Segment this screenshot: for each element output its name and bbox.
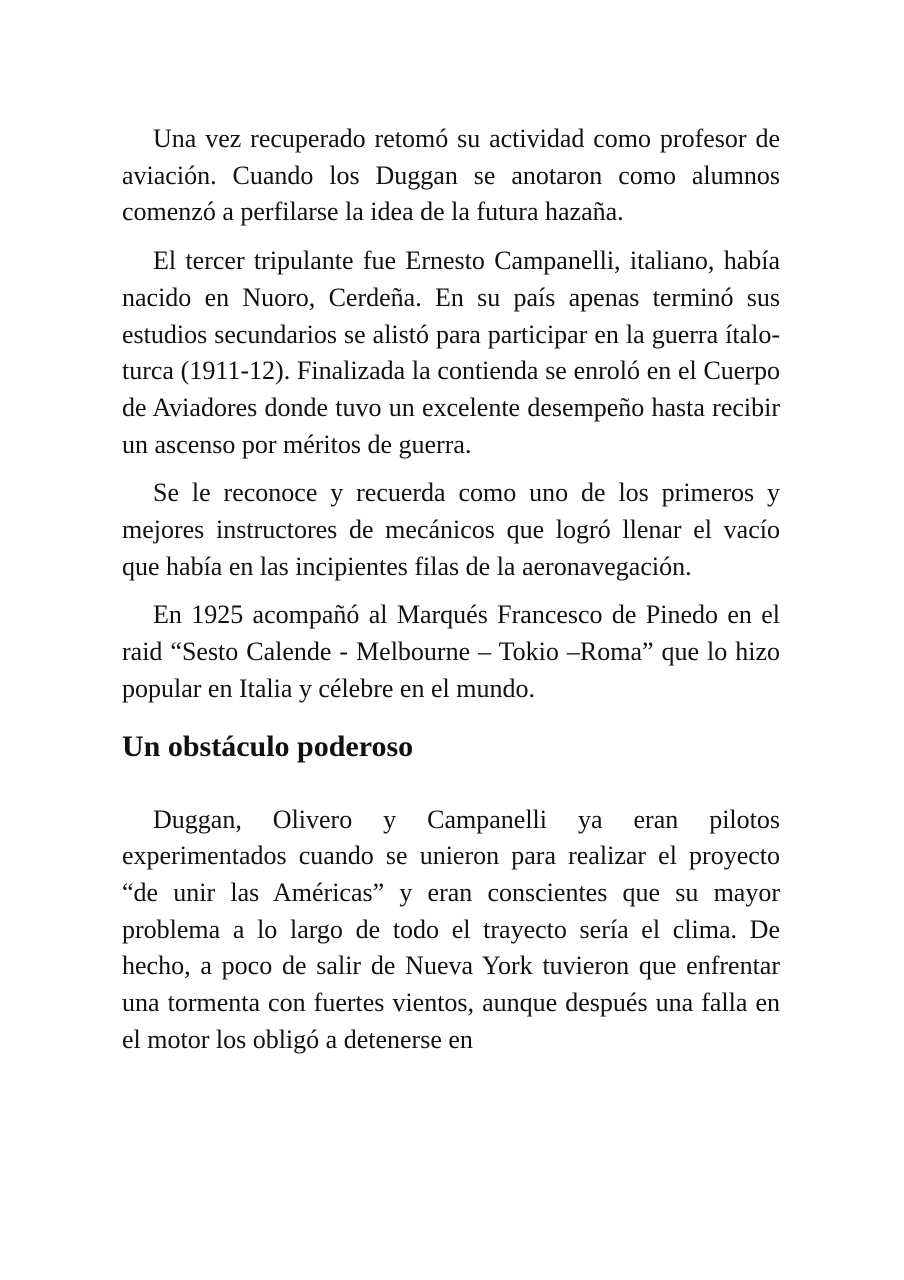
- paragraph-campanelli: El tercer tripulante fue Ernesto Campanelli, italiano, había nacido en Nuoro, Cerdeña. En su país apenas terminó sus estudios secundarios se alistó para participar en la guerra ítalo-turca (1911-12). Finalizada la contienda se enroló en el Cuerpo de Aviadores donde tuvo un excelente desempeño hasta recibir un ascenso por méritos de guerra.: [122, 246, 780, 459]
- section-heading: Un obstáculo poderoso: [122, 729, 414, 763]
- paragraph-recovery: Una vez recuperado retomó su actividad como profesor de aviación. Cuando los Duggan se anotaron como alumnos comenzó a perfilarse la idea de la futura hazaña.: [122, 124, 780, 227]
- paragraph-instructor: Se le reconoce y recuerda como uno de los primeros y mejores instructores de mecánicos que logró llenar el vacío que había en las incipientes filas de la aeronavegación.: [122, 478, 780, 581]
- document-page: [122, 121, 780, 1058]
- paragraph-raid: En 1925 acompañó al Marqués Francesco de Pinedo en el raid “Sesto Calende - Melbourne – Tokio –Roma” que lo hizo popular en Italia y célebre en el mundo.: [122, 600, 780, 703]
- paragraph-obstacle: Duggan, Olivero y Campanelli ya eran pilotos experimentados cuando se unieron para realizar el proyecto “de unir las Américas” y eran conscientes que su mayor problema a lo largo de todo el trayecto sería el clima. De hecho, a poco de salir de Nueva York tuvieron que enfrentar una tormenta con fuertes vientos, aunque después una falla en el motor los obligó a detenerse en: [122, 804, 780, 1054]
